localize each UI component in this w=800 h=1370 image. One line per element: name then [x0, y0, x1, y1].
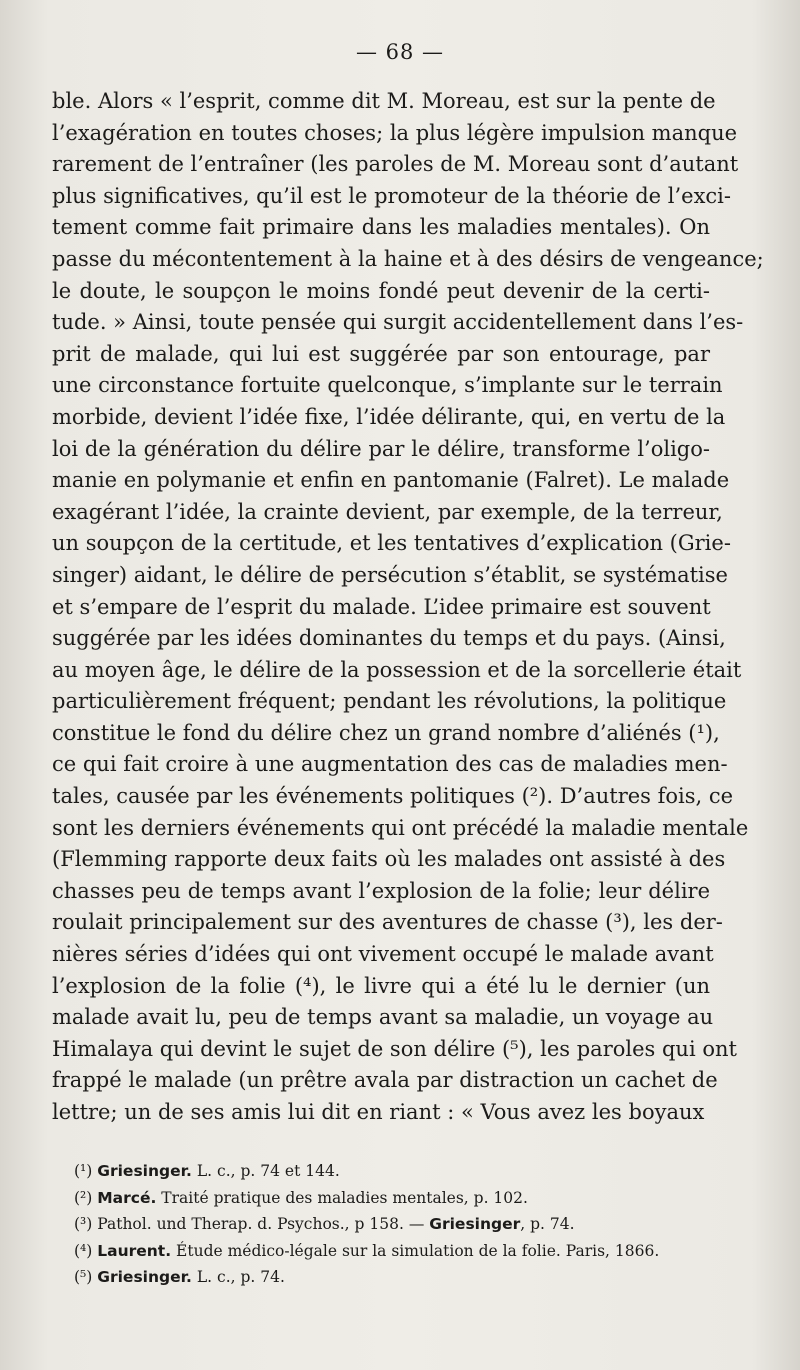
text-line: l’exagération en toutes choses; la plus légère impulsion manque: [52, 120, 738, 145]
text-line: un soupçon de la certitude, et les tentatives d’explication (Grie-: [52, 531, 731, 556]
footnote: [74, 1158, 714, 1185]
footnote-author: Griesinger.: [97, 1162, 192, 1180]
footnote-mark: (²): [74, 1188, 93, 1207]
text-line: morbide, devient l’idée fixe, l’idée délirante, qui, en vertu de la: [52, 404, 726, 429]
text-line: prit de malade, qui lui est suggérée par son entourage, par: [52, 341, 710, 366]
text-line: tude. » Ainsi, toute pensée qui surgit accidentellement dans l’es-: [52, 310, 744, 335]
text-line: tales, causée par les événements politiques (²). D’autres fois, ce: [52, 784, 734, 809]
footnote-mark: (⁵): [74, 1268, 93, 1286]
text-line: rarement de l’entraîner (les paroles de M. Moreau sont d’autant: [52, 152, 739, 177]
text-line: (Flemming rapporte deux faits où les malades ont assisté à des: [52, 847, 726, 872]
text-line: nières séries d’idées qui ont vivement occupé le malade avant: [52, 942, 714, 967]
footnote: [74, 1264, 714, 1291]
footnote-mark: (³): [74, 1215, 93, 1233]
text-line: lettre; un de ses amis lui dit en riant : « Vous avez les boyaux: [52, 1100, 705, 1124]
text-line: et s’empare de l’esprit du malade. L’idee primaire est souvent: [52, 594, 711, 619]
text-line: le doute, le soupçon le moins fondé peut devenir de la certi-: [52, 278, 710, 303]
footnote-mark: (¹): [74, 1162, 93, 1180]
footnote: [74, 1185, 714, 1212]
text-line: ce qui fait croire à une augmentation des cas de maladies men-: [52, 752, 728, 777]
text-line: malade avait lu, peu de temps avant sa maladie, un voyage au: [52, 1005, 714, 1030]
page-number: — 68 —: [355, 40, 445, 64]
text-line: loi de la génération du délire par le délire, transforme l’oligo-: [52, 436, 710, 461]
text-line: singer) aidant, le délire de persécution s’établit, se systématise: [52, 562, 728, 587]
text-line: l’explosion de la folie (⁴), le livre qui a été lu le dernier (un: [52, 973, 710, 998]
footnote: [74, 1211, 714, 1238]
text-line: frappé le malade (un prêtre avala par distraction un cachet de: [52, 1068, 718, 1093]
text-line: au moyen âge, le délire de la possession et de la sorcellerie était: [52, 657, 742, 682]
footnote-reference: Étude médico-légale sur la simulation de la folie. Paris, 1866.: [171, 1241, 660, 1260]
footnote-mark: (⁴): [74, 1241, 93, 1260]
text-line: roulait principalement sur des aventures de chasse (³), les der-: [52, 910, 723, 935]
footnote-reference: L. c., p. 74.: [191, 1268, 285, 1286]
text-line: suggérée par les idées dominantes du temps et du pays. (Ainsi,: [52, 626, 726, 651]
text-line: constitue le fond du délire chez un grand nombre d’aliénés (¹),: [52, 720, 720, 745]
text-line: Himalaya qui devint le sujet de son délire (⁵), les paroles qui ont: [52, 1036, 737, 1061]
footnote-reference: Traité pratique des maladies mentales, p. 102.: [156, 1188, 528, 1207]
footnote-reference: Pathol. und Therap. d. Psychos., p 158. —: [92, 1215, 430, 1233]
footnotes: [74, 1158, 714, 1291]
text-line: passe du mécontentement à la haine et à des désirs de vengeance;: [52, 246, 764, 271]
text-line: plus significatives, qu’il est le promoteur de la théorie de l’exci-: [52, 183, 731, 208]
footnote-author: Marcé.: [97, 1188, 157, 1207]
text-line: sont les derniers événements qui ont précédé la maladie mentale: [52, 815, 749, 840]
text-line: ble. Alors « l’esprit, comme dit M. Moreau, est sur la pente de: [52, 89, 716, 113]
footnote-author: Griesinger.: [97, 1268, 192, 1286]
text-line: une circonstance fortuite quelconque, s’implante sur le terrain: [52, 373, 723, 398]
text-line: manie en polymanie et enfin en pantomanie (Falret). Le malade: [52, 468, 730, 493]
footnote: [74, 1238, 714, 1265]
body-text: [52, 86, 764, 1129]
footnote-author: Griesinger: [429, 1215, 521, 1233]
text-line: exagérant l’idée, la crainte devient, par exemple, de la terreur,: [52, 499, 723, 524]
footnote-reference: , p. 74.: [520, 1215, 575, 1233]
text-line: particulièrement fréquent; pendant les révolutions, la politique: [52, 689, 727, 714]
footnote-reference: L. c., p. 74 et 144.: [191, 1162, 340, 1180]
footnote-author: Laurent.: [97, 1241, 172, 1260]
text-line: chasses peu de temps avant l’explosion de la folie; leur délire: [52, 878, 710, 903]
text-line: tement comme fait primaire dans les maladies mentales). On: [52, 215, 710, 240]
